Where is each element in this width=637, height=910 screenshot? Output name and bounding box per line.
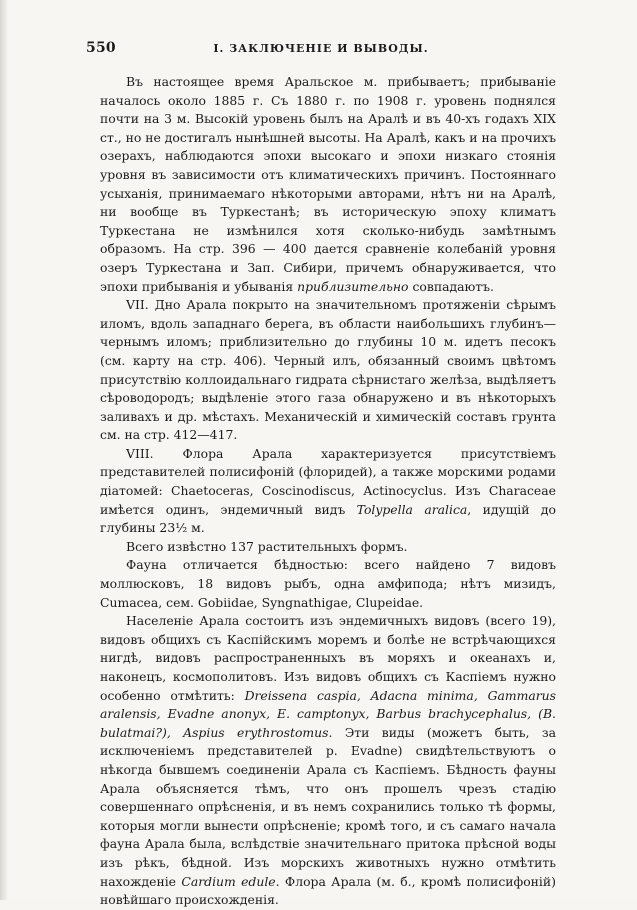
paragraph-aral-flora: VIII. Флора Арала характеризуется присутствіемъ представителей полисифоній (флоридей), а также морскими родами діатомей: Chaetoceras, Coscinodiscus, Actinocyclus. Изъ Characeae имѣется одинъ, эндемичный видъ Tolypella aralica, идущій до глубины 23½ м.	[100, 445, 556, 536]
paragraph-plant-count: Всего извѣстно 137 растительныхъ формъ.	[126, 538, 408, 554]
paragraph-aral-level: Въ настоящее время Аральское м. прибываетъ; прибываніе началось около 1885 г. Съ 1880 г. по 1908 г. уровень поднялся почти на 3 м. Высокій уровень былъ на Аралѣ и въ 40-хъ годахъ XIX ст., но не достигалъ нынѣшней высоты. На Аралѣ, какъ и на прочихъ озерахъ, наблюдаются эпохи высокаго и эпохи низкаго стоянія уровня въ зависимости отъ климатическихъ причинъ. Постояннаго усыханія, принимаемаго нѣкоторыми авторами, нѣтъ ни на Аралѣ, ни вообще въ Туркестанѣ; въ историческую эпоху климатъ Туркестана не измѣнился хотя сколько-нибудь замѣтнымъ образомъ. На стр. 396 — 400 дается сравненіе колебаній уровня озеръ Туркестана и Зап. Сибири, причемъ обнаруживается, что эпохи прибыванія и убыванія приблизительно совпадаютъ.	[100, 74, 557, 294]
paragraph-fauna: Фауна отличается бѣдностью: всего найдено 7 видовъ моллюсковъ, 18 видовъ рыбъ, одна амфипода; нѣтъ мизидъ, Cumacea, сем. Gobiidae, Syngnathigae, Clupeidae.	[100, 557, 556, 610]
page-number: 550	[86, 40, 116, 56]
page-body	[100, 73, 556, 910]
paragraph-population: Населеніе Арала состоитъ изъ эндемичныхъ видовъ (всего 19), видовъ общихъ съ Каспійскимъ моремъ и болѣе не встрѣчающихся нигдѣ, видовъ распространенныхъ въ моряхъ и океанахъ и, наконецъ, космополитовъ. Изъ видовъ общихъ съ Каспіемъ нужно особенно отмѣтить: Dreissena caspia, Adacna minima, Gammarus aralensis, Evadne anonyx, E. camptonyx, Barbus brachycephalus, (B. bulatmai?), Aspius erythrostomus. Эти виды (можетъ быть, за исключеніемъ представителей р. Evadne) свидѣтельствуютъ о нѣкогда бывшемъ соединеніи Арала съ Каспіемъ. Бѣдность фауны Арала объясняется тѣмъ, что онъ прошелъ чрезъ стадію совершеннаго опрѣсненія, и въ немъ сохранились только тѣ формы, которыя могли вынести опрѣсненіе; кромѣ того, и съ самаго начала фауна Арала была, вслѣдствіе значительнаго притока прѣсной воды изъ рѣкъ, бѣдной. Изъ морскихъ животныхъ нужно отмѣтить нахожденіе Cardium edule. Флора Арала (м. б., кромѣ полисифоній) новѣйшаго происхожденія.	[100, 613, 556, 908]
paragraph-aral-bottom: VII. Дно Арала покрыто на значительномъ протяженіи сѣрымъ иломъ, вдоль западнаго берега, въ области наибольшихъ глубинъ—чернымъ иломъ; приблизительно до глубины 10 м. идетъ песокъ (см. карту на стр. 406). Черный илъ, обязанный своимъ цвѣтомъ присутствію коллоидальнаго гидрата сѣрнистаго желѣза, выдѣляетъ сѣроводородъ; выдѣленіе этого газа обнаружено и въ нѣкоторыхъ заливахъ и др. мѣстахъ. Механическій и химическій составъ грунта см. на стр. 412—417.	[100, 297, 556, 443]
page-spine-shadow	[0, 0, 8, 900]
running-head: I. ЗАКЛЮЧЕНІЕ И ВЫВОДЫ.	[213, 42, 429, 55]
page-header	[86, 40, 556, 58]
